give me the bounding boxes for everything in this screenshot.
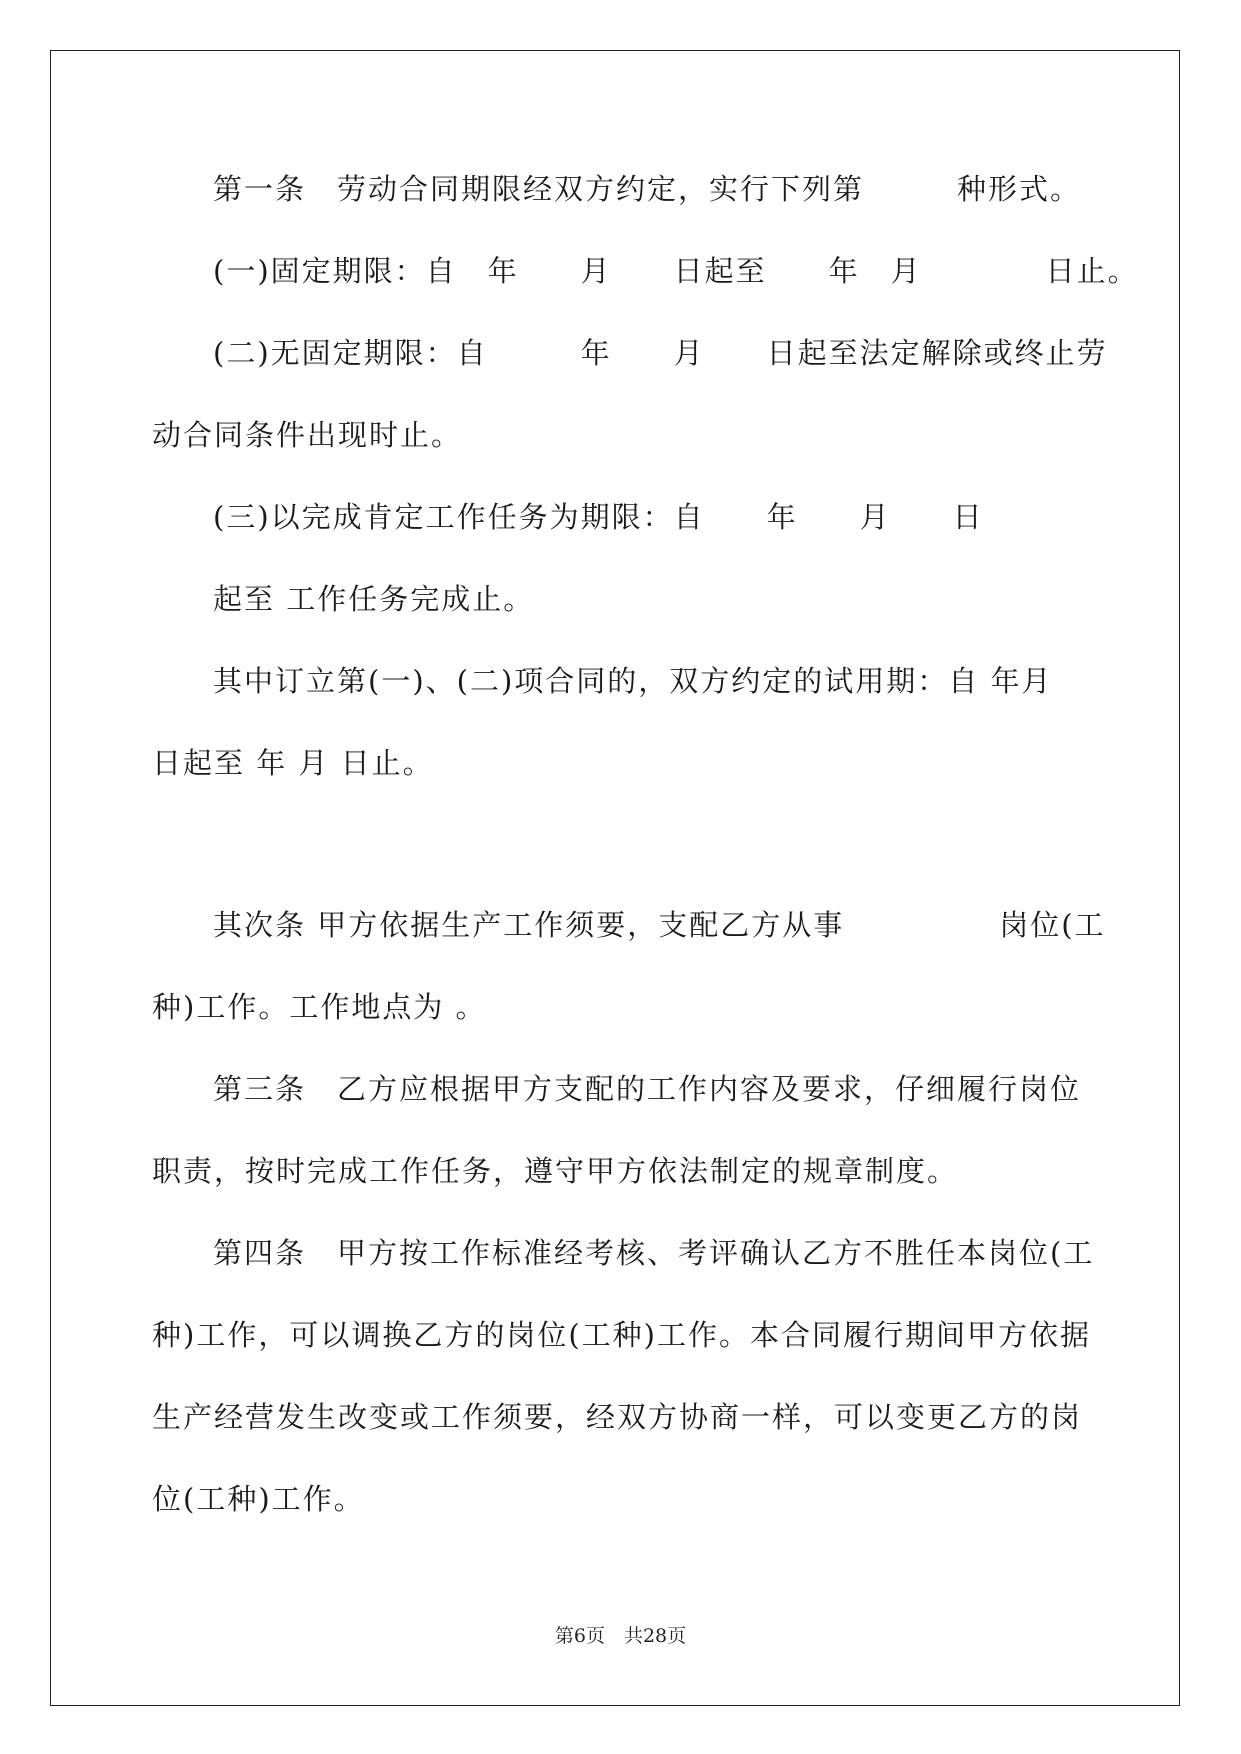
- fixed-term-line: (一)固定期限：自 年 月 日起至 年 月 日止。: [213, 254, 1139, 288]
- page-number-footer: 第6页 共28页: [554, 1625, 687, 1647]
- task-term-line-cont: 起至 工作任务完成止。: [213, 582, 535, 616]
- open-term-line-cont: 动合同条件出现时止。: [152, 418, 463, 452]
- article-4-line: 第四条 甲方按工作标准经考核、考评确认乙方不胜任本岗位(工: [213, 1236, 1095, 1270]
- probation-line: 其中订立第(一)、(二)项合同的，双方约定的试用期：自 年月: [213, 664, 1053, 698]
- task-term-line: (三)以完成肯定工作任务为期限：自 年 月 日: [213, 500, 984, 534]
- article-4-line-cont-2: 生产经营发生改变或工作须要，经双方协商一样，可以变更乙方的岗: [152, 1400, 1083, 1434]
- article-3-line-cont: 职责，按时完成工作任务，遵守甲方依法制定的规章制度。: [152, 1154, 959, 1188]
- article-2-line-cont: 种)工作。工作地点为 。: [152, 990, 487, 1024]
- page-border: [50, 50, 1180, 1706]
- article-2-line: 其次条 甲方依据生产工作须要，支配乙方从事 岗位(工: [213, 908, 1106, 942]
- article-1-line: 第一条 劳动合同期限经双方约定，实行下列第 种形式。: [213, 172, 1082, 206]
- probation-line-cont: 日起至 年 月 日止。: [152, 746, 434, 780]
- article-4-line-cont-3: 位(工种)工作。: [152, 1482, 365, 1516]
- article-4-line-cont-1: 种)工作，可以调换乙方的岗位(工种)工作。本合同履行期间甲方依据: [152, 1318, 1091, 1352]
- open-term-line: (二)无固定期限：自 年 月 日起至法定解除或终止劳: [213, 336, 1108, 370]
- article-3-line: 第三条 乙方应根据甲方支配的工作内容及要求，仔细履行岗位: [213, 1072, 1082, 1106]
